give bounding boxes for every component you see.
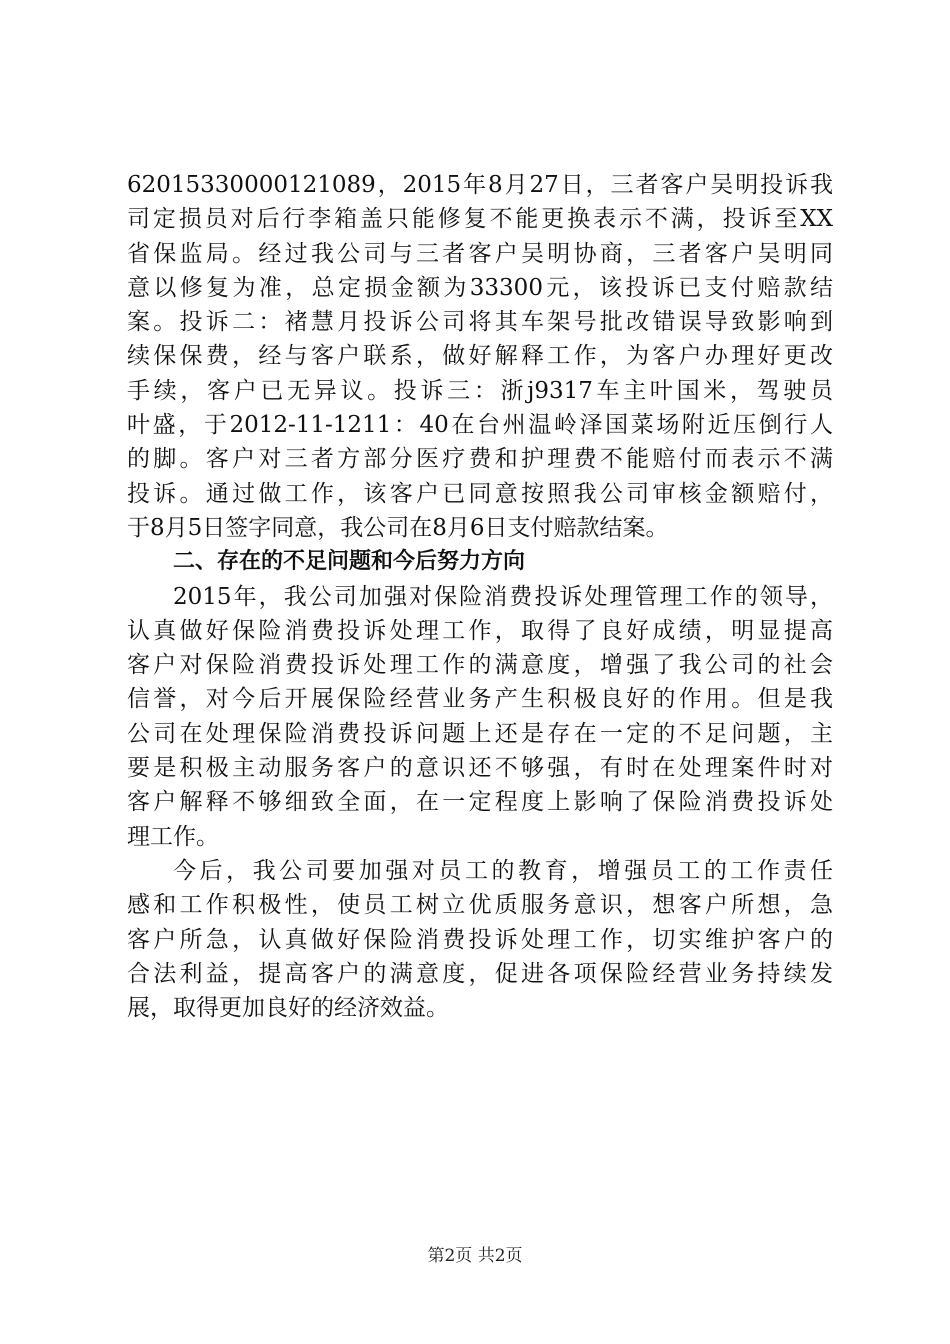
text-line: 意以修复为准，总定损金额为33300元，该投诉已支付赔款结	[127, 274, 833, 301]
text-line: 合法利益，提高客户的满意度，促进各项保险经营业务持续发	[127, 960, 833, 987]
text-line: 投诉。通过做工作，该客户已同意按照我公司审核金额赔付，	[127, 480, 833, 507]
text-line: 续保保费，经与客户联系，做好解释工作，为客户办理好更改	[127, 343, 833, 370]
section-heading-wrapper	[127, 545, 833, 579]
paragraph-shortcomings	[127, 580, 833, 854]
text-line: 要是积极主动服务客户的意识还不够强，有时在处理案件时对	[127, 755, 833, 782]
section-heading: 二、存在的不足问题和今后努力方向	[173, 549, 526, 575]
page-footer: 第2页 共2页	[427, 1246, 523, 1266]
text-line: 2015年，我公司加强对保险消费投诉处理管理工作的领导，	[173, 583, 833, 610]
text-line: 认真做好保险消费投诉处理工作，取得了良好成绩，明显提高	[127, 617, 833, 644]
text-line: 公司在处理保险消费投诉问题上还是存在一定的不足问题，主	[127, 720, 833, 747]
text-line: 今后，我公司要加强对员工的教育，增强员工的工作责任	[173, 857, 833, 884]
text-line: 案。投诉二：褚慧月投诉公司将其车架号批改错误导致影响到	[127, 309, 833, 336]
text-line: 62015330000121089，2015年8月27日，三者客户吴明投诉我	[127, 172, 833, 198]
text-line: 客户所急，认真做好保险消费投诉处理工作，切实维护客户的	[127, 926, 833, 953]
text-line: 的脚。客户对三者方部分医疗费和护理费不能赔付而表示不满	[127, 446, 833, 473]
text-line: 手续，客户已无异议。投诉三：浙j9317车主叶国米，驾驶员	[127, 377, 833, 404]
text-line: 省保监局。经过我公司与三者客户吴明协商，三者客户吴明同	[127, 240, 833, 267]
text-line: 客户对保险消费投诉处理工作的满意度，增强了我公司的社会	[127, 652, 833, 679]
text-line: 信誉，对今后开展保险经营业务产生积极良好的作用。但是我	[127, 686, 833, 713]
document-body	[127, 168, 833, 1025]
text-line: 叶盛，于2012-11-1211：40在台州温岭泽国菜场附近压倒行人	[127, 412, 833, 439]
text-line: 展，取得更加良好的经济效益。	[127, 995, 449, 1022]
text-line: 理工作。	[127, 823, 219, 850]
paragraph-future-efforts	[127, 854, 833, 1025]
paragraph-complaints	[127, 168, 833, 545]
text-line: 感和工作积极性，使员工树立优质服务意识，想客户所想，急	[127, 892, 833, 919]
text-line: 于8月5日签字同意，我公司在8月6日支付赔款结案。	[127, 514, 669, 541]
text-line: 客户解释不够细致全面，在一定程度上影响了保险消费投诉处	[127, 789, 833, 816]
text-line: 司定损员对后行李箱盖只能修复不能更换表示不满，投诉至XX	[127, 206, 833, 233]
